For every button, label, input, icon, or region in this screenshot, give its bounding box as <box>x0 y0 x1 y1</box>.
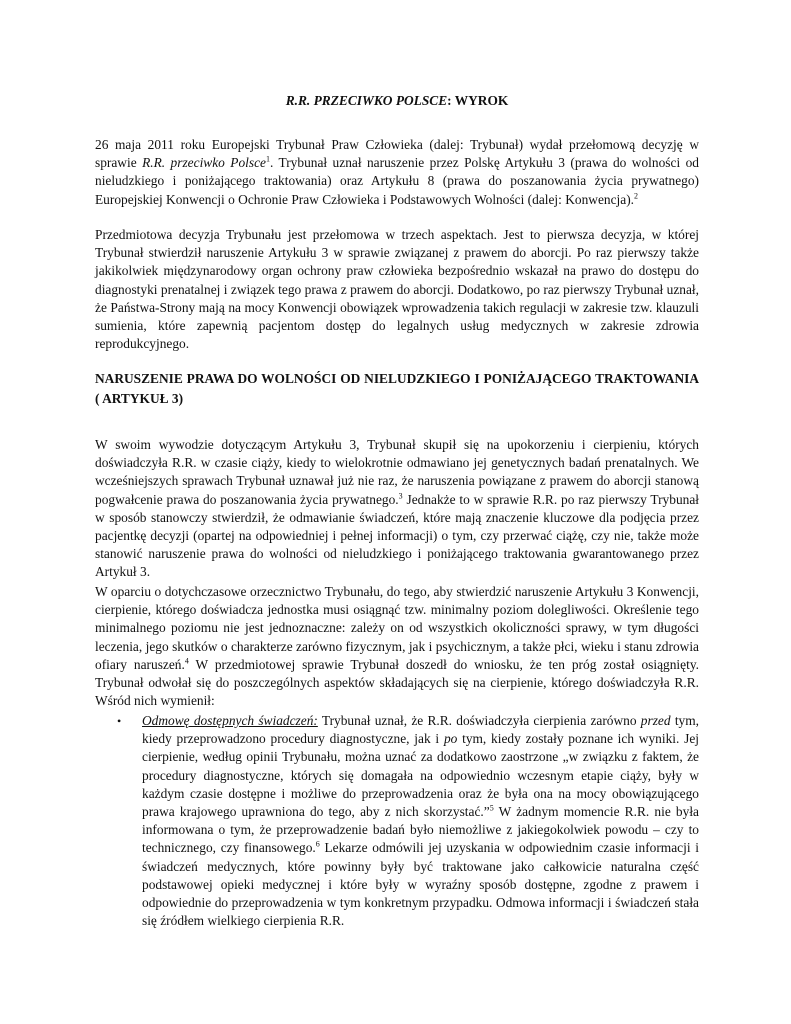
intro-paragraph <box>95 136 699 209</box>
jurisprudence-text-1: W oparciu o dotychczasowe orzecznictwo Trybunału, do tego, aby stwierdzić naruszenie Artykułu 3 Konwencji, cierpienie, którego doświadcza jednostka musi osiągnąć tzw. minimalny poziom dolegliwości. Określenie tego minimalnego poziomu nie jest jednoznaczne: zależy on od wszystkich okoliczności sprawy, w tym długości leczenia, jego skutków o charakterze zarówno fizycznym, jak i psychicznym, a także płci, wieku i stanu zdrowia ofiary naruszeń. <box>95 584 699 672</box>
title-suffix: : WYROK <box>447 93 509 108</box>
intro-text-2: . Trybunał uznał naruszenie przez Polskę Artykułu 3 (prawa do wolności od nieludzkiego i poniżającego traktowania) oraz Artykułu 8 (prawa do poszanowania życia prywatnego) Europejskiej Konwencji o Ochronie Praw Człowieka i Podstawowych Wolności (dalej: Konwencja). <box>95 155 699 207</box>
bullet-text-2: tym, kiedy przeprowadzono procedury diagnostyczne, jak i <box>142 713 699 747</box>
page-title <box>95 92 699 110</box>
argument-text-2: Jednakże to w sprawie R.R. po raz pierwszy Trybunał w sposób stanowczy stwierdził, że odmawianie świadczeń, które mają znaczenie kluczowe dla podjęcia przez pacjentkę decyzji (opartej na odpowiedniej i pełnej informacji) o tym, czy przerwać ciążę, czy nie, także może stanowić naruszenie prawa do wolności od nieludzkiego i poniżającego traktowania gwarantowanego przez Artykuł 3. <box>95 491 700 580</box>
footnote-ref-3[interactable]: 3 <box>398 491 403 501</box>
footnote-ref-6[interactable]: 6 <box>315 839 320 849</box>
argument-paragraph <box>95 436 699 582</box>
bullet-emphasis-po: po <box>443 731 458 747</box>
bullet-text-1: Trybunał uznał, że R.R. doświadczyła cierpienia zarówno <box>317 713 641 728</box>
footnote-ref-4[interactable]: 4 <box>184 656 189 666</box>
case-name: R.R. PRZECIWKO POLSCE <box>285 93 448 108</box>
bullet-icon: • <box>117 714 122 728</box>
bullet-text-3: tym, kiedy zostały poznane ich wyniki. Jej cierpienie, według opinii Trybunału, można uznać za dodatkowo zaostrzone „w związku z faktem, że procedury diagnostyczne, których się domagała na odpowiednio wczesnym etapie ciąży, były w każdym czasie dostępne i możliwe do przeprowadzenia oraz że była ona na mocy obowiązującego prawa krajowego uprawniona do tego, aby z nich skorzystać.” <box>142 731 699 820</box>
footnote-ref-5[interactable]: 5 <box>489 803 494 813</box>
bullet-emphasis-przed: przed <box>640 713 671 728</box>
section-heading-article-3: NARUSZENIE PRAWA DO WOLNOŚCI OD NIELUDZKIEGO I PONIŻAJĄCEGO TRAKTOWANIA ( ARTYKUŁ 3) <box>95 371 699 406</box>
intro-text-1: 26 maja 2011 roku Europejski Trybunał Praw Człowieka (dalej: Trybunał) wydał przełomową decyzję w sprawie <box>95 137 699 171</box>
intro-case-name: R.R. przeciwko Polsce <box>142 155 266 171</box>
aspects-paragraph: Przedmiotowa decyzja Trybunału jest przełomowa w trzech aspektach. Jest to pierwsza decyzja, w której Trybunał stwierdził naruszenie Artykułu 3 w sprawie związanej z prawem do aborcji. Po raz pierwszy także jakikolwiek międzynarodowy organ ochrony praw człowieka bezpośrednio wskazał na prawo do dostępu do diagnostyki prenatalnej i związek tego prawa z prawem do aborcji. Dodatkowo, po raz pierwszy Trybunał uznał, że Państwa-Strony mają na mocy Konwencji obowiązek wprowadzenia takich regulacji w zakresie tzw. klauzuli sumienia, które zapewnią pacjentom dostęp do legalnych usług medycznych w zakresie zdrowia reprodukcyjnego. <box>95 227 699 352</box>
bullet-label: Odmowę dostępnych świadczeń: <box>142 713 318 728</box>
jurisprudence-paragraph <box>95 583 699 710</box>
bullet-text-4: W żadnym momencie R.R. nie była informowana o tym, że przeprowadzenie badań było niemożliwe z jakiegokolwiek powodu – czy to technicznego, czy finansowego. <box>142 804 699 856</box>
argument-text-1: W swoim wywodzie dotyczącym Artykułu 3, Trybunał skupił się na upokorzeniu i cierpieniu, których doświadczyła R.R. w czasie ciąży, kiedy to wielokrotnie odmawiano jej genetycznych badań prenatalnych. We wcześniejszych sprawach Trybunał uznawał już nie raz, że naruszenia powiązane z prawem do aborcji stanową pogwałcenie prawa do poszanowania życia prywatnego. <box>95 437 699 507</box>
jurisprudence-text-2: W przedmiotowej sprawie Trybunał doszedł do wniosku, że ten próg został osiągnięty. Trybunał odwołał się do poszczególnych aspektów składających się na cierpienie, którego doświadczyła R.R. Wśród nich wymienił: <box>95 656 699 709</box>
bullet-text-5: Lekarze odmówili jej uzyskania w odpowiednim czasie informacji i świadczeń medycznych, które powinny były być traktowane jako całkowicie naturalna część podstawowej opieki medycznej i które były w wyraźny sposób dostępne, zgodne z prawem i odpowiednie do przeprowadzenia w tym konkretnym przypadku. Odmowa informacji i świadczeń stała się źródłem wielkiego cierpienia R.R. <box>142 840 699 929</box>
bullet-text <box>142 712 699 930</box>
footnote-ref-2[interactable]: 2 <box>634 191 639 201</box>
footnote-ref-1[interactable]: 1 <box>265 154 270 164</box>
